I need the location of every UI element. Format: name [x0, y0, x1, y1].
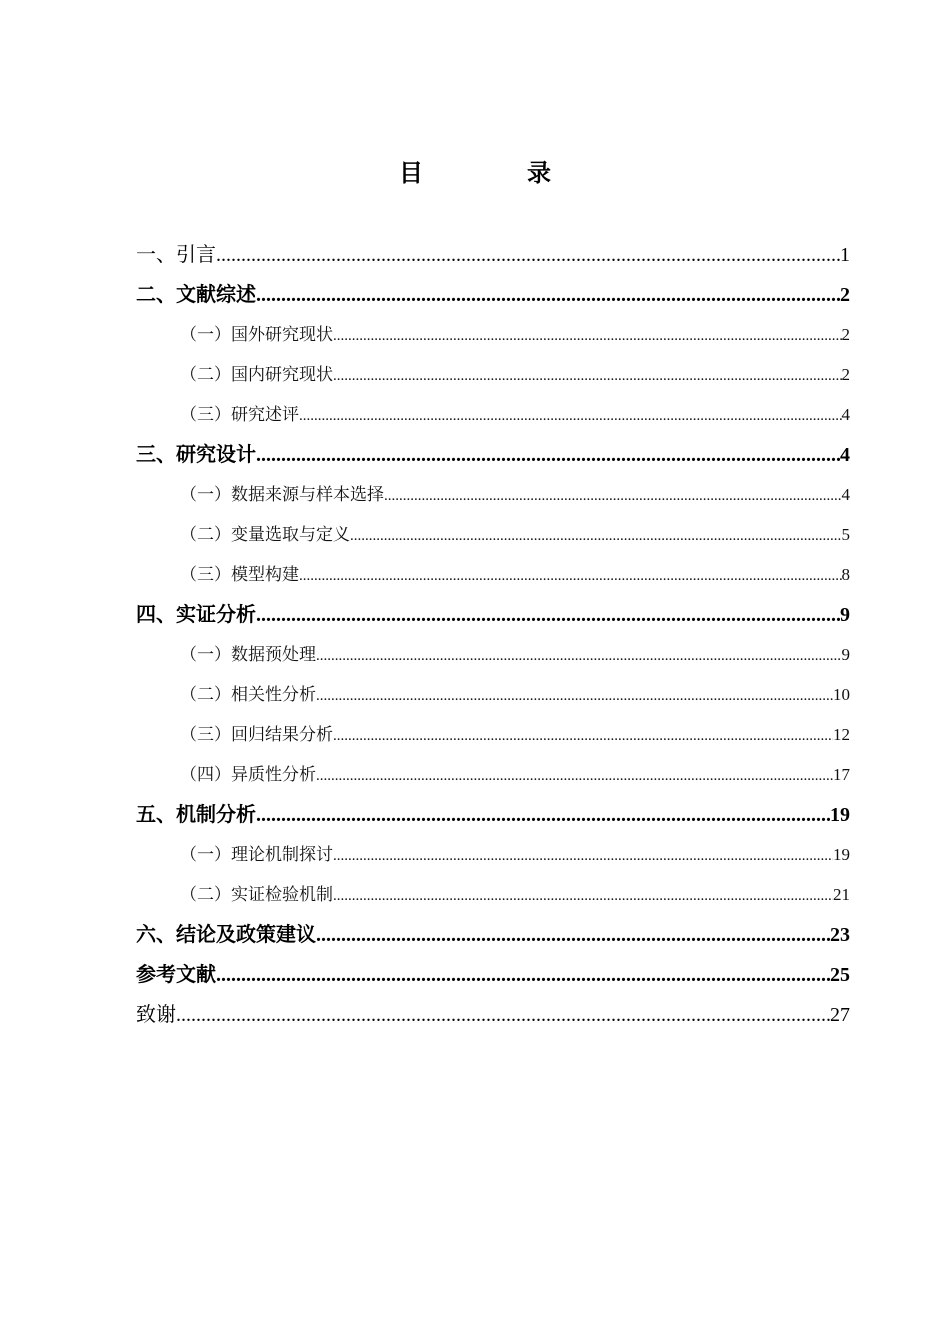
- toc-entry-section[interactable]: [136, 555, 850, 595]
- toc-entry-page-number: 2: [840, 284, 850, 306]
- toc-entry-page-number: 4: [840, 444, 850, 466]
- toc-entry-label: （三）研究述评: [180, 405, 299, 424]
- toc-dot-leader: [316, 756, 833, 796]
- toc-entry-page-number: 19: [830, 804, 850, 826]
- toc-entry-label: 六、结论及政策建议: [136, 924, 316, 946]
- toc-entry-label: （一）数据预处理: [180, 645, 316, 664]
- toc-entry-chapter[interactable]: [136, 955, 850, 995]
- toc-entry-section[interactable]: [136, 635, 850, 675]
- toc-entry-chapter[interactable]: [136, 915, 850, 955]
- toc-dot-leader: [256, 275, 840, 315]
- toc-entry-section[interactable]: [136, 835, 850, 875]
- toc-entry-page-number: 10: [833, 685, 850, 704]
- toc-dot-leader: [384, 476, 842, 516]
- toc-entry-chapter[interactable]: [136, 995, 850, 1035]
- toc-entry-page-number: 19: [833, 845, 850, 864]
- toc-dot-leader: [333, 836, 833, 876]
- toc-entry-label: （一）数据来源与样本选择: [180, 485, 384, 504]
- toc-entry-label: （一）国外研究现状: [180, 325, 333, 344]
- toc-dot-leader: [299, 556, 842, 596]
- toc-dot-leader: [333, 716, 833, 756]
- toc-entry-label: （二）国内研究现状: [180, 365, 333, 384]
- toc-entry-page-number: 2: [841, 365, 850, 384]
- toc-dot-leader: [350, 516, 842, 556]
- toc-dot-leader: [256, 595, 840, 635]
- toc-dot-leader: [333, 876, 833, 916]
- toc-entry-label: 致谢: [136, 1004, 176, 1026]
- toc-dot-leader: [333, 316, 842, 356]
- toc-dot-leader: [256, 435, 840, 475]
- toc-entry-page-number: 8: [841, 565, 850, 584]
- toc-dot-leader: [256, 795, 830, 835]
- toc-entry-page-number: 17: [833, 765, 850, 784]
- toc-entry-label: （二）相关性分析: [180, 685, 316, 704]
- toc-dot-leader: [316, 636, 842, 676]
- toc-entry-label: （一）理论机制探讨: [180, 845, 333, 864]
- toc-dot-leader: [333, 356, 842, 396]
- toc-entry-page-number: 25: [830, 964, 850, 986]
- toc-entry-section[interactable]: [136, 395, 850, 435]
- toc-entry-section[interactable]: [136, 355, 850, 395]
- toc-dot-leader: [316, 915, 830, 955]
- toc-dot-leader: [216, 955, 830, 995]
- toc-entry-chapter[interactable]: [136, 435, 850, 475]
- toc-entry-section[interactable]: [136, 715, 850, 755]
- toc-dot-leader: [216, 235, 840, 275]
- toc-entry-page-number: 9: [841, 645, 850, 664]
- toc-entry-page-number: 2: [841, 325, 850, 344]
- toc-entry-section[interactable]: [136, 875, 850, 915]
- toc-entry-page-number: 4: [841, 485, 850, 504]
- toc-dot-leader: [316, 676, 833, 716]
- toc-entry-label: 三、研究设计: [136, 444, 256, 466]
- toc-entry-chapter[interactable]: [136, 235, 850, 275]
- toc-entry-page-number: 4: [841, 405, 850, 424]
- toc-entry-label: （二）变量选取与定义: [180, 525, 350, 544]
- toc-entry-label: （二）实证检验机制: [180, 885, 333, 904]
- toc-entry-label: 参考文献: [136, 964, 216, 986]
- toc-entry-label: 五、机制分析: [136, 804, 256, 826]
- toc-entry-page-number: 27: [830, 1004, 850, 1026]
- toc-entry-label: （三）模型构建: [180, 565, 299, 584]
- toc-entry-page-number: 9: [840, 604, 850, 626]
- toc-entry-page-number: 1: [840, 244, 850, 266]
- toc-entry-section[interactable]: [136, 515, 850, 555]
- toc-entry-section[interactable]: [136, 475, 850, 515]
- toc-entry-label: （四）异质性分析: [180, 765, 316, 784]
- toc-title: 目 录: [399, 161, 591, 187]
- toc-entry-section[interactable]: [136, 675, 850, 715]
- toc-entry-label: 二、文献综述: [136, 284, 256, 306]
- toc-entry-page-number: 23: [830, 924, 850, 946]
- toc-dot-leader: [176, 995, 830, 1035]
- toc-entry-label: 一、引言: [136, 244, 216, 266]
- toc-entry-page-number: 5: [841, 525, 850, 544]
- toc-entry-page-number: 21: [833, 885, 850, 904]
- toc-dot-leader: [299, 396, 842, 436]
- toc-entry-label: （三）回归结果分析: [180, 725, 333, 744]
- toc-entry-page-number: 12: [833, 725, 850, 744]
- toc-list: [136, 235, 850, 1035]
- toc-entry-chapter[interactable]: [136, 795, 850, 835]
- toc-entry-chapter[interactable]: [136, 275, 850, 315]
- toc-entry-label: 四、实证分析: [136, 604, 256, 626]
- toc-entry-section[interactable]: [136, 315, 850, 355]
- toc-entry-chapter[interactable]: [136, 595, 850, 635]
- toc-entry-section[interactable]: [136, 755, 850, 795]
